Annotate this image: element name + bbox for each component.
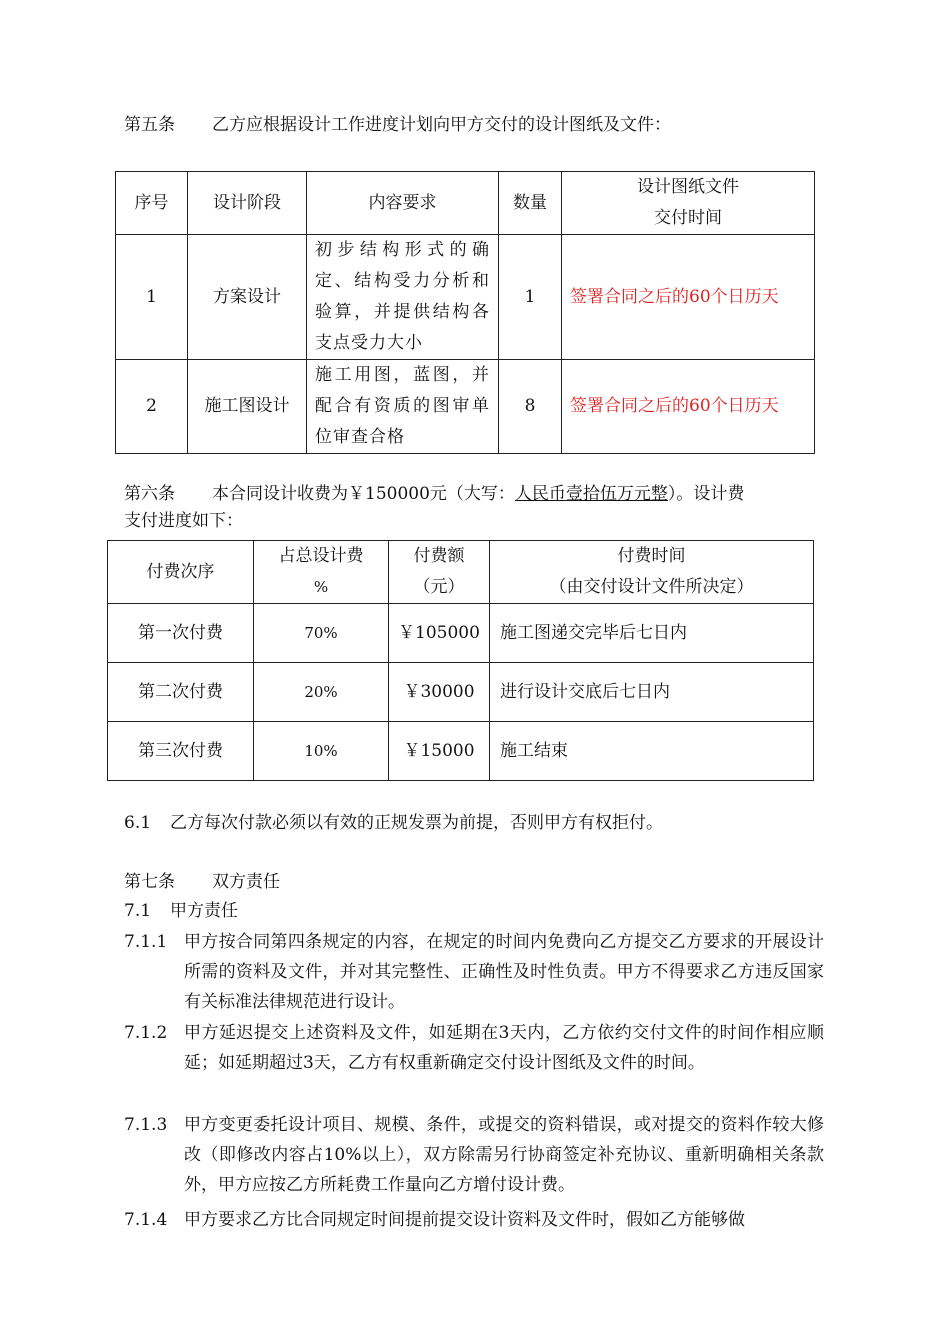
item-number: 7.1.3 (124, 1115, 168, 1135)
cell-percent: 70% (254, 604, 389, 663)
table-row (116, 360, 815, 454)
header-line: （元） (413, 577, 465, 597)
header-line: 占总设计费 (278, 546, 364, 566)
header-cell (490, 541, 814, 604)
header-cell: 数量 (499, 172, 562, 235)
item-number: 7.1.2 (124, 1023, 168, 1043)
header-cell: 设计阶段 (188, 172, 307, 235)
cell-no: 2 (116, 360, 188, 454)
cell-payment-time: 施工图递交完毕后七日内 (490, 604, 814, 663)
article-number: 第七条 (124, 872, 175, 892)
article-number: 第六条 (124, 484, 175, 504)
design-delivery-table (115, 171, 815, 454)
header-line: 交付时间 (654, 208, 722, 228)
clause-item (124, 1110, 824, 1200)
cell-qty: 8 (499, 360, 562, 454)
header-cell: 序号 (116, 172, 188, 235)
cell-percent: 10% (254, 722, 389, 781)
item-text: 甲方延迟提交上述资料及文件，如延期在3天内，乙方依约交付文件的时间作相应顺延；如延期超过3天，乙方有权重新确定交付设计图纸及文件的时间。 (184, 1023, 824, 1073)
cell-payment-time: 进行设计交底后七日内 (490, 663, 814, 722)
header-line: 付费额 (413, 546, 465, 566)
header-line: （由交付设计文件所决定） (549, 577, 754, 597)
cell-amount: ￥105000 (389, 604, 490, 663)
cell-content: 施工用图，蓝图，并配合有资质的图审单位审查合格 (307, 360, 499, 454)
cell-stage: 施工图设计 (188, 360, 307, 454)
header-cell: 付费次序 (108, 541, 254, 604)
article-title: 双方责任 (212, 872, 280, 892)
cell-qty: 1 (499, 235, 562, 360)
cell-delivery-time: 签署合同之后的60个日历天 (562, 235, 815, 360)
cell-order: 第三次付费 (108, 722, 254, 781)
clause-item (124, 1205, 824, 1235)
item-number: 7.1.1 (124, 932, 168, 952)
cell-content: 初步结构形式的确定、结构受力分析和验算，并提供结构各支点受力大小 (307, 235, 499, 360)
article-6-line-2: 支付进度如下： (124, 511, 243, 531)
clause-item (124, 927, 824, 1017)
article-7-heading (124, 869, 280, 895)
clause-text: 乙方每次付款必须以有效的正规发票为前提，否则甲方有权拒付。 (170, 813, 663, 833)
cell-payment-time: 施工结束 (490, 722, 814, 781)
cell-amount: ￥30000 (389, 663, 490, 722)
table-header-row (108, 541, 814, 604)
article-5-heading (124, 112, 671, 138)
payment-schedule-table (107, 540, 814, 781)
header-line: 付费时间 (617, 546, 686, 566)
table-row (108, 722, 814, 781)
cell-percent: 20% (254, 663, 389, 722)
table-row (116, 235, 815, 360)
item-text: 甲方变更委托设计项目、规模、条件，或提交的资料错误，或对提交的资料作较大修改（即修改内容占10%以上），双方除需另行协商签定补充协议、重新明确相关条款外，甲方应按乙方所耗费工作量向乙方增付设计费。 (184, 1115, 824, 1195)
article-number: 第五条 (124, 115, 175, 135)
clause-7-1-heading (124, 898, 238, 924)
header-line: % (313, 578, 329, 596)
clause-title: 甲方责任 (170, 901, 238, 921)
cell-no: 1 (116, 235, 188, 360)
item-text: 甲方按合同第四条规定的内容，在规定的时间内免费向乙方提交乙方要求的开展设计所需的资料及文件，并对其完整性、正确性及时性负责。甲方不得要求乙方违反国家有关标准法律规范进行设计。 (184, 932, 824, 1012)
cell-order: 第二次付费 (108, 663, 254, 722)
clause-6-1 (124, 810, 663, 836)
table-row (108, 663, 814, 722)
clause-number: 7.1 (124, 901, 152, 921)
table-row (108, 604, 814, 663)
cell-delivery-time: 签署合同之后的60个日历天 (562, 360, 815, 454)
cell-order: 第一次付费 (108, 604, 254, 663)
article-text: ）。设计费 (667, 484, 745, 504)
cell-amount: ￥15000 (389, 722, 490, 781)
table-header-row (116, 172, 815, 235)
clause-number: 6.1 (124, 813, 152, 833)
header-cell (562, 172, 815, 235)
clause-item (124, 1018, 824, 1078)
header-cell (389, 541, 490, 604)
item-number: 7.1.4 (124, 1210, 168, 1230)
cell-stage: 方案设计 (188, 235, 307, 360)
amount-in-words: 人民币壹拾伍万元整 (514, 484, 668, 504)
article-text: 乙方应根据设计工作进度计划向甲方交付的设计图纸及文件： (212, 115, 671, 135)
header-cell (254, 541, 389, 604)
article-text: 本合同设计收费为￥150000元（大写： (212, 484, 515, 504)
header-cell: 内容要求 (307, 172, 499, 235)
item-text: 甲方要求乙方比合同规定时间提前提交设计资料及文件时，假如乙方能够做 (184, 1210, 745, 1230)
article-6-line-1 (124, 481, 744, 507)
header-line: 设计图纸文件 (637, 177, 739, 197)
